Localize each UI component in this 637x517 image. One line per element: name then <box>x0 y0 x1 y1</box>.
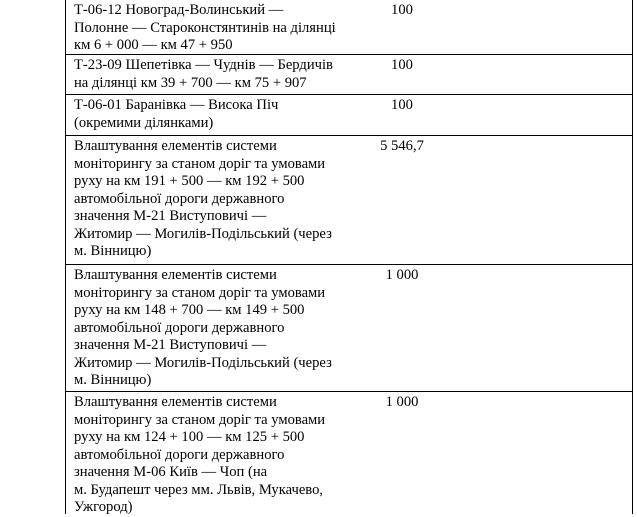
row-name: Влаштування елементів системи моніторингу за станом доріг та умовами руху на км 148 + 700 — км 149 + 500 автомобільної дороги державного значення М-21 Виступовичі — Житомир — Могилів-Подільський (через м. Вінницю) <box>74 267 332 388</box>
row-value: 1 000 <box>385 267 419 283</box>
table-row <box>66 265 632 391</box>
row-value: 100 <box>391 57 413 73</box>
table-right-border <box>632 0 633 514</box>
row-name: Т-23-09 Шепетівка — Чуднів — Бердичів на ділянці км 39 + 700 — км 75 + 907 <box>74 57 333 91</box>
table-row <box>66 392 632 514</box>
row-value: 100 <box>391 2 413 18</box>
row-name: Влаштування елементів системи моніторингу за станом доріг та умовами руху на км 191 + 500 — км 192 + 500 автомобільної дороги державного значення М-21 Виступовичі — Житомир — Могилів-Подільський (через м. Вінницю) <box>74 138 332 259</box>
row-value: 100 <box>391 97 413 113</box>
table-row <box>66 0 632 54</box>
row-value: 1 000 <box>385 394 419 410</box>
row-value: 5 546,7 <box>380 138 424 154</box>
row-name: Влаштування елементів системи моніторингу за станом доріг та умовами руху на км 124 + 100 — км 125 + 500 автомобільної дороги державного значення М-06 Київ — Чоп (на м. Будапешт через мм. Львів, Мукачево, Ужгород) <box>74 394 326 515</box>
row-name: Т-06-12 Новоград-Волинський — Полонне — Староконстянтинів на ділянці км 6 + 000 — км 47 + 950 <box>74 2 336 53</box>
table-row <box>66 55 632 94</box>
table-row <box>66 95 632 135</box>
row-name: Т-06-01 Баранівка — Висока Піч (окремими ділянками) <box>74 97 279 131</box>
table-row <box>66 136 632 264</box>
